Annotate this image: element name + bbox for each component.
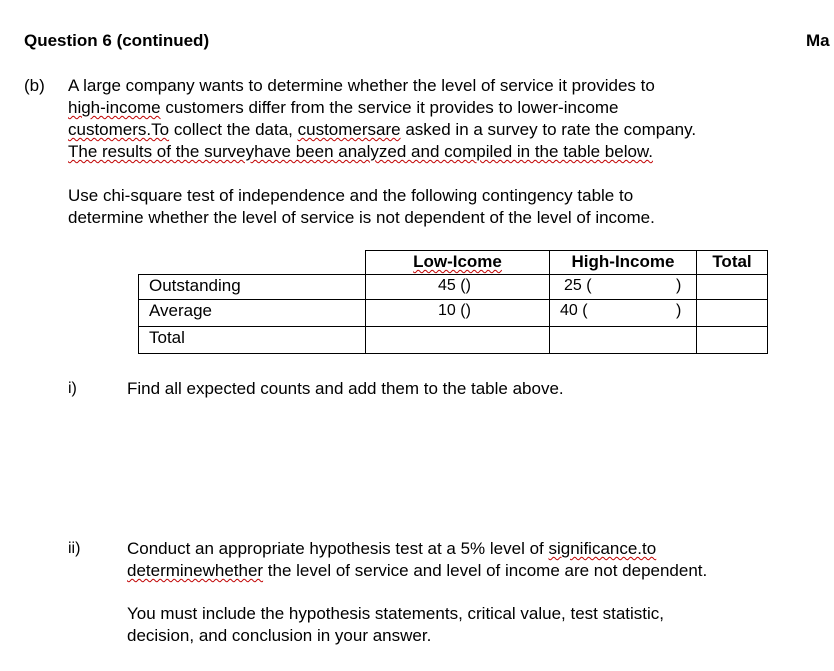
part-ii-note-line-1: You must include the hypothesis statements, critical value, test statistic, — [127, 604, 665, 623]
row-label-total: Total — [139, 327, 366, 354]
instruction-line-2: determine whether the level of service is not dependent of the level of income. — [68, 208, 655, 227]
part-ii-line-2 — [127, 560, 707, 582]
intro-line-2 — [68, 97, 619, 119]
table-row — [139, 275, 768, 300]
row-label-average: Average — [139, 300, 366, 327]
part-b-label: (b) — [24, 76, 45, 95]
question-title: Question 6 (continued) — [24, 31, 210, 50]
header-total-text: Total — [712, 252, 752, 271]
cell-outstanding-high-close: ) — [676, 277, 682, 294]
row-label-outstanding: Outstanding — [139, 275, 366, 300]
cell-average-total — [697, 300, 768, 327]
intro-line-3-flagged-b: customersare — [297, 120, 401, 139]
contingency-table — [138, 250, 768, 354]
intro-line-3-text-b: asked in a survey to rate the company. — [400, 120, 697, 139]
part-ii-line-1-text: Conduct an appropriate hypothesis test at a 5% level of — [127, 539, 549, 558]
intro-line-3-flagged-a: customers.To — [68, 120, 170, 139]
cell-total-high — [550, 327, 697, 354]
cell-total-low — [366, 327, 550, 354]
corner-label: Ma — [806, 31, 830, 50]
part-ii-label: ii) — [68, 540, 81, 557]
cell-outstanding-low — [366, 275, 550, 300]
header-total — [697, 251, 768, 275]
part-ii-line-1-flagged: significance.to — [548, 539, 657, 558]
part-i-label: i) — [68, 380, 77, 397]
intro-line-4 — [68, 141, 653, 163]
part-ii-line-1 — [127, 538, 656, 560]
header-low-income-text: Low-Icome — [413, 252, 502, 271]
header-high-income-text: High-Income — [571, 252, 675, 271]
table-row — [139, 327, 768, 354]
part-i-text: Find all expected counts and add them to the table above. — [127, 379, 564, 398]
cell-average-high — [550, 300, 697, 327]
cell-total-total — [697, 327, 768, 354]
intro-line-4-flagged: The results of the surveyhave been analyzed and compiled in the table below. — [68, 142, 653, 161]
cell-outstanding-total — [697, 275, 768, 300]
cell-average-high-close: ) — [676, 302, 682, 319]
intro-line-1 — [68, 75, 655, 97]
header-low-income — [366, 251, 550, 275]
cell-average-low — [366, 300, 550, 327]
part-ii-line-2-text: the level of service and level of income are not dependent. — [263, 561, 708, 580]
cell-outstanding-low-value: 45 () — [438, 277, 471, 294]
intro-line-3-text-a: collect the data, — [169, 120, 298, 139]
part-ii-note-line-2: decision, and conclusion in your answer. — [127, 626, 432, 645]
part-ii-line-2-flagged: determinewhether — [127, 561, 264, 580]
cell-outstanding-high-value: 25 ( — [564, 277, 592, 294]
table-corner-cell — [139, 251, 366, 275]
intro-line-2-text: customers differ from the service it provides to lower-income — [160, 98, 619, 117]
cell-outstanding-high — [550, 275, 697, 300]
cell-average-low-value: 10 () — [438, 302, 471, 319]
cell-average-high-value: 40 ( — [560, 302, 588, 319]
header-high-income — [550, 251, 697, 275]
intro-line-1-text: A large company wants to determine whether the level of service it provides to — [68, 76, 655, 95]
intro-line-2-flagged: high-income — [68, 98, 161, 117]
intro-line-3 — [68, 119, 696, 141]
table-row — [139, 300, 768, 327]
instruction-line-1: Use chi-square test of independence and the following contingency table to — [68, 186, 634, 205]
